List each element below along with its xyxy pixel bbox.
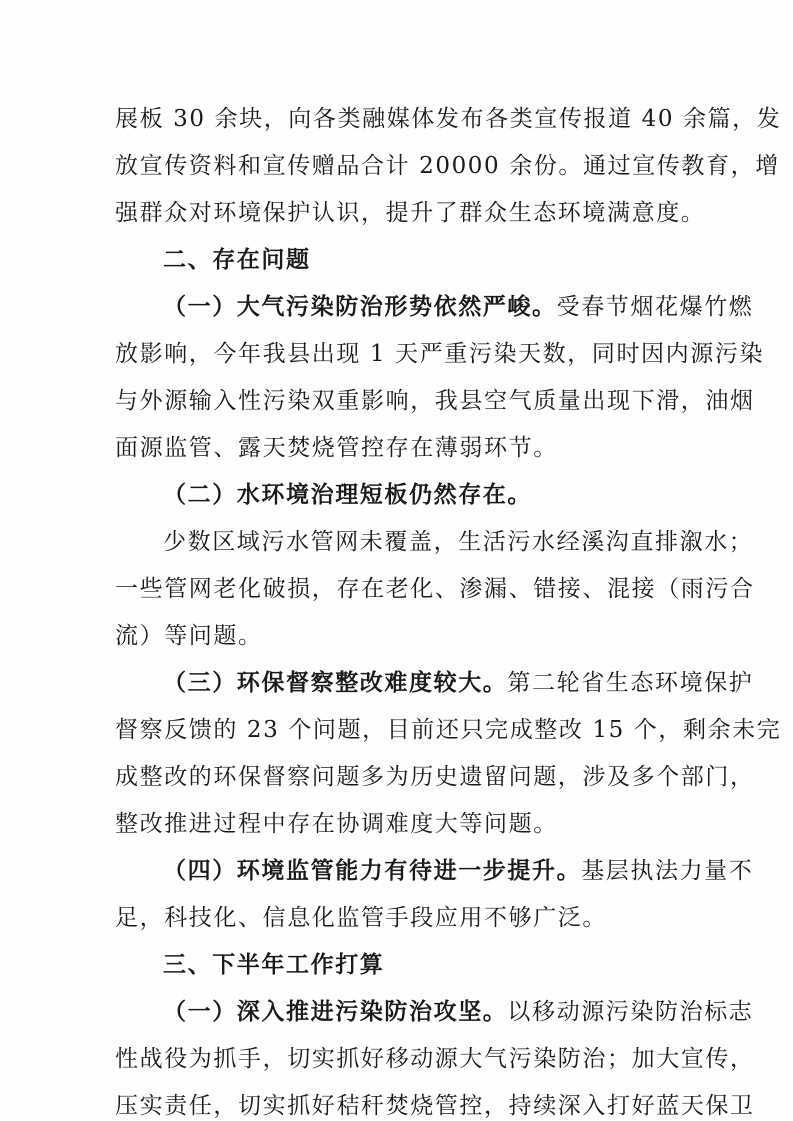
body-text-line: 强群众对环境保护认识，提升了群众生态环境满意度。 xyxy=(115,200,706,226)
body-text-line: 放影响，今年我县出现 1 天严重污染天数，同时因内源污染 xyxy=(115,341,765,367)
body-text-line: 督察反馈的 23 个问题，目前还只完成整改 15 个，剩余未完 xyxy=(115,717,782,743)
subsection-title: （四）环境监管能力有待进一步提升。 xyxy=(163,857,582,884)
body-text-line: 流）等问题。 xyxy=(115,623,263,649)
subsection-title: （二）水环境治理短板仍然存在。 xyxy=(163,481,532,508)
body-text-line: 一些管网老化破损，存在老化、渗漏、错接、混接（雨污合 xyxy=(115,576,755,602)
body-text-line: 面源监管、露天焚烧管控存在薄弱环节。 xyxy=(115,435,558,461)
body-text-line: 少数区域污水管网未覆盖，生活污水经溪沟直排溆水； xyxy=(163,529,754,555)
body-text-line: 压实责任，切实抓好秸秆焚烧管控，持续深入打好蓝天保卫 xyxy=(115,1093,755,1119)
body-text-line: 足，科技化、信息化监管手段应用不够广泛。 xyxy=(115,905,607,931)
body-text-line: 放宣传资料和宣传赠品合计 20000 余份。通过宣传教育，增 xyxy=(115,153,780,179)
body-text-line: 整改推进过程中存在协调难度大等问题。 xyxy=(115,811,558,837)
paragraph-lead-line: （一）大气污染防治形势依然严峻。受春节烟花爆竹燃 xyxy=(163,293,754,320)
paragraph-lead-line: （一）深入推进污染防治攻坚。以移动源污染防治标志 xyxy=(163,998,754,1025)
body-text-line: 展板 30 余块，向各类融媒体发布各类宣传报道 40 余篇，发 xyxy=(115,106,782,132)
section-heading: 三、下半年工作打算 xyxy=(163,951,385,978)
subsection-title: （一）深入推进污染防治攻坚。 xyxy=(163,998,508,1025)
section-heading: 二、存在问题 xyxy=(163,246,311,273)
paragraph-lead-line: （四）环境监管能力有待进一步提升。基层执法力量不 xyxy=(163,857,754,884)
paragraph-lead-line xyxy=(163,480,733,510)
subsection-title: （一）大气污染防治形势依然严峻。 xyxy=(163,293,557,320)
body-text-line: 与外源输入性污染双重影响，我县空气质量出现下滑，油烟 xyxy=(115,388,755,414)
paragraph-lead-line: （三）环保督察整改难度较大。第二轮省生态环境保护 xyxy=(163,669,754,696)
body-text-line: 性战役为抓手，切实抓好移动源大气污染防治；加大宣传， xyxy=(115,1046,755,1072)
body-text-line: 成整改的环保督察问题多为历史遗留问题，涉及多个部门， xyxy=(115,764,755,790)
subsection-title: （三）环保督察整改难度较大。 xyxy=(163,669,508,696)
